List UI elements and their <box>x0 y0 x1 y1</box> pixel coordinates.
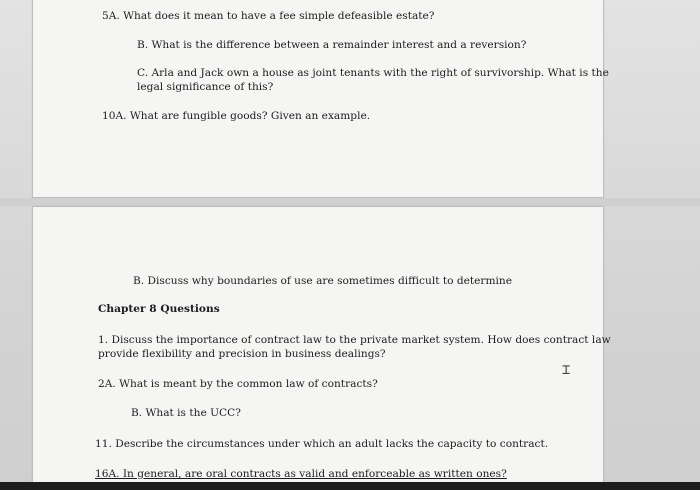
question-16a: 16A. In general, are oral contracts as valid and enforceable as written ones? <box>95 468 507 480</box>
question-5b: B. What is the difference between a remainder interest and a reversion? <box>137 39 527 51</box>
question-1-line1: 1. Discuss the importance of contract law to the private market system. How does contract law <box>98 334 611 346</box>
question-2b: B. What is the UCC? <box>131 407 241 419</box>
document-page-1 <box>32 0 604 198</box>
question-10a: 10A. What are fungible goods? Given an example. <box>102 110 371 122</box>
page-gap <box>0 198 700 206</box>
chapter-heading: Chapter 8 Questions <box>98 303 220 315</box>
question-boundaries: B. Discuss why boundaries of use are sometimes difficult to determine <box>133 275 513 287</box>
question-1-line2: provide flexibility and precision in business dealings? <box>98 348 386 360</box>
question-2a: 2A. What is meant by the common law of contracts? <box>98 378 378 390</box>
question-5a: 5A. What does it mean to have a fee simple defeasible estate? <box>102 10 435 22</box>
question-11: 11. Describe the circumstances under which an adult lacks the capacity to contract. <box>95 438 549 450</box>
bottom-edge-bar <box>0 482 700 490</box>
text-cursor-icon: ⌶ <box>562 362 571 378</box>
question-5c-line1: C. Arla and Jack own a house as joint tenants with the right of survivorship. What is the <box>137 67 609 79</box>
question-5c-line2: legal significance of this? <box>137 81 274 93</box>
